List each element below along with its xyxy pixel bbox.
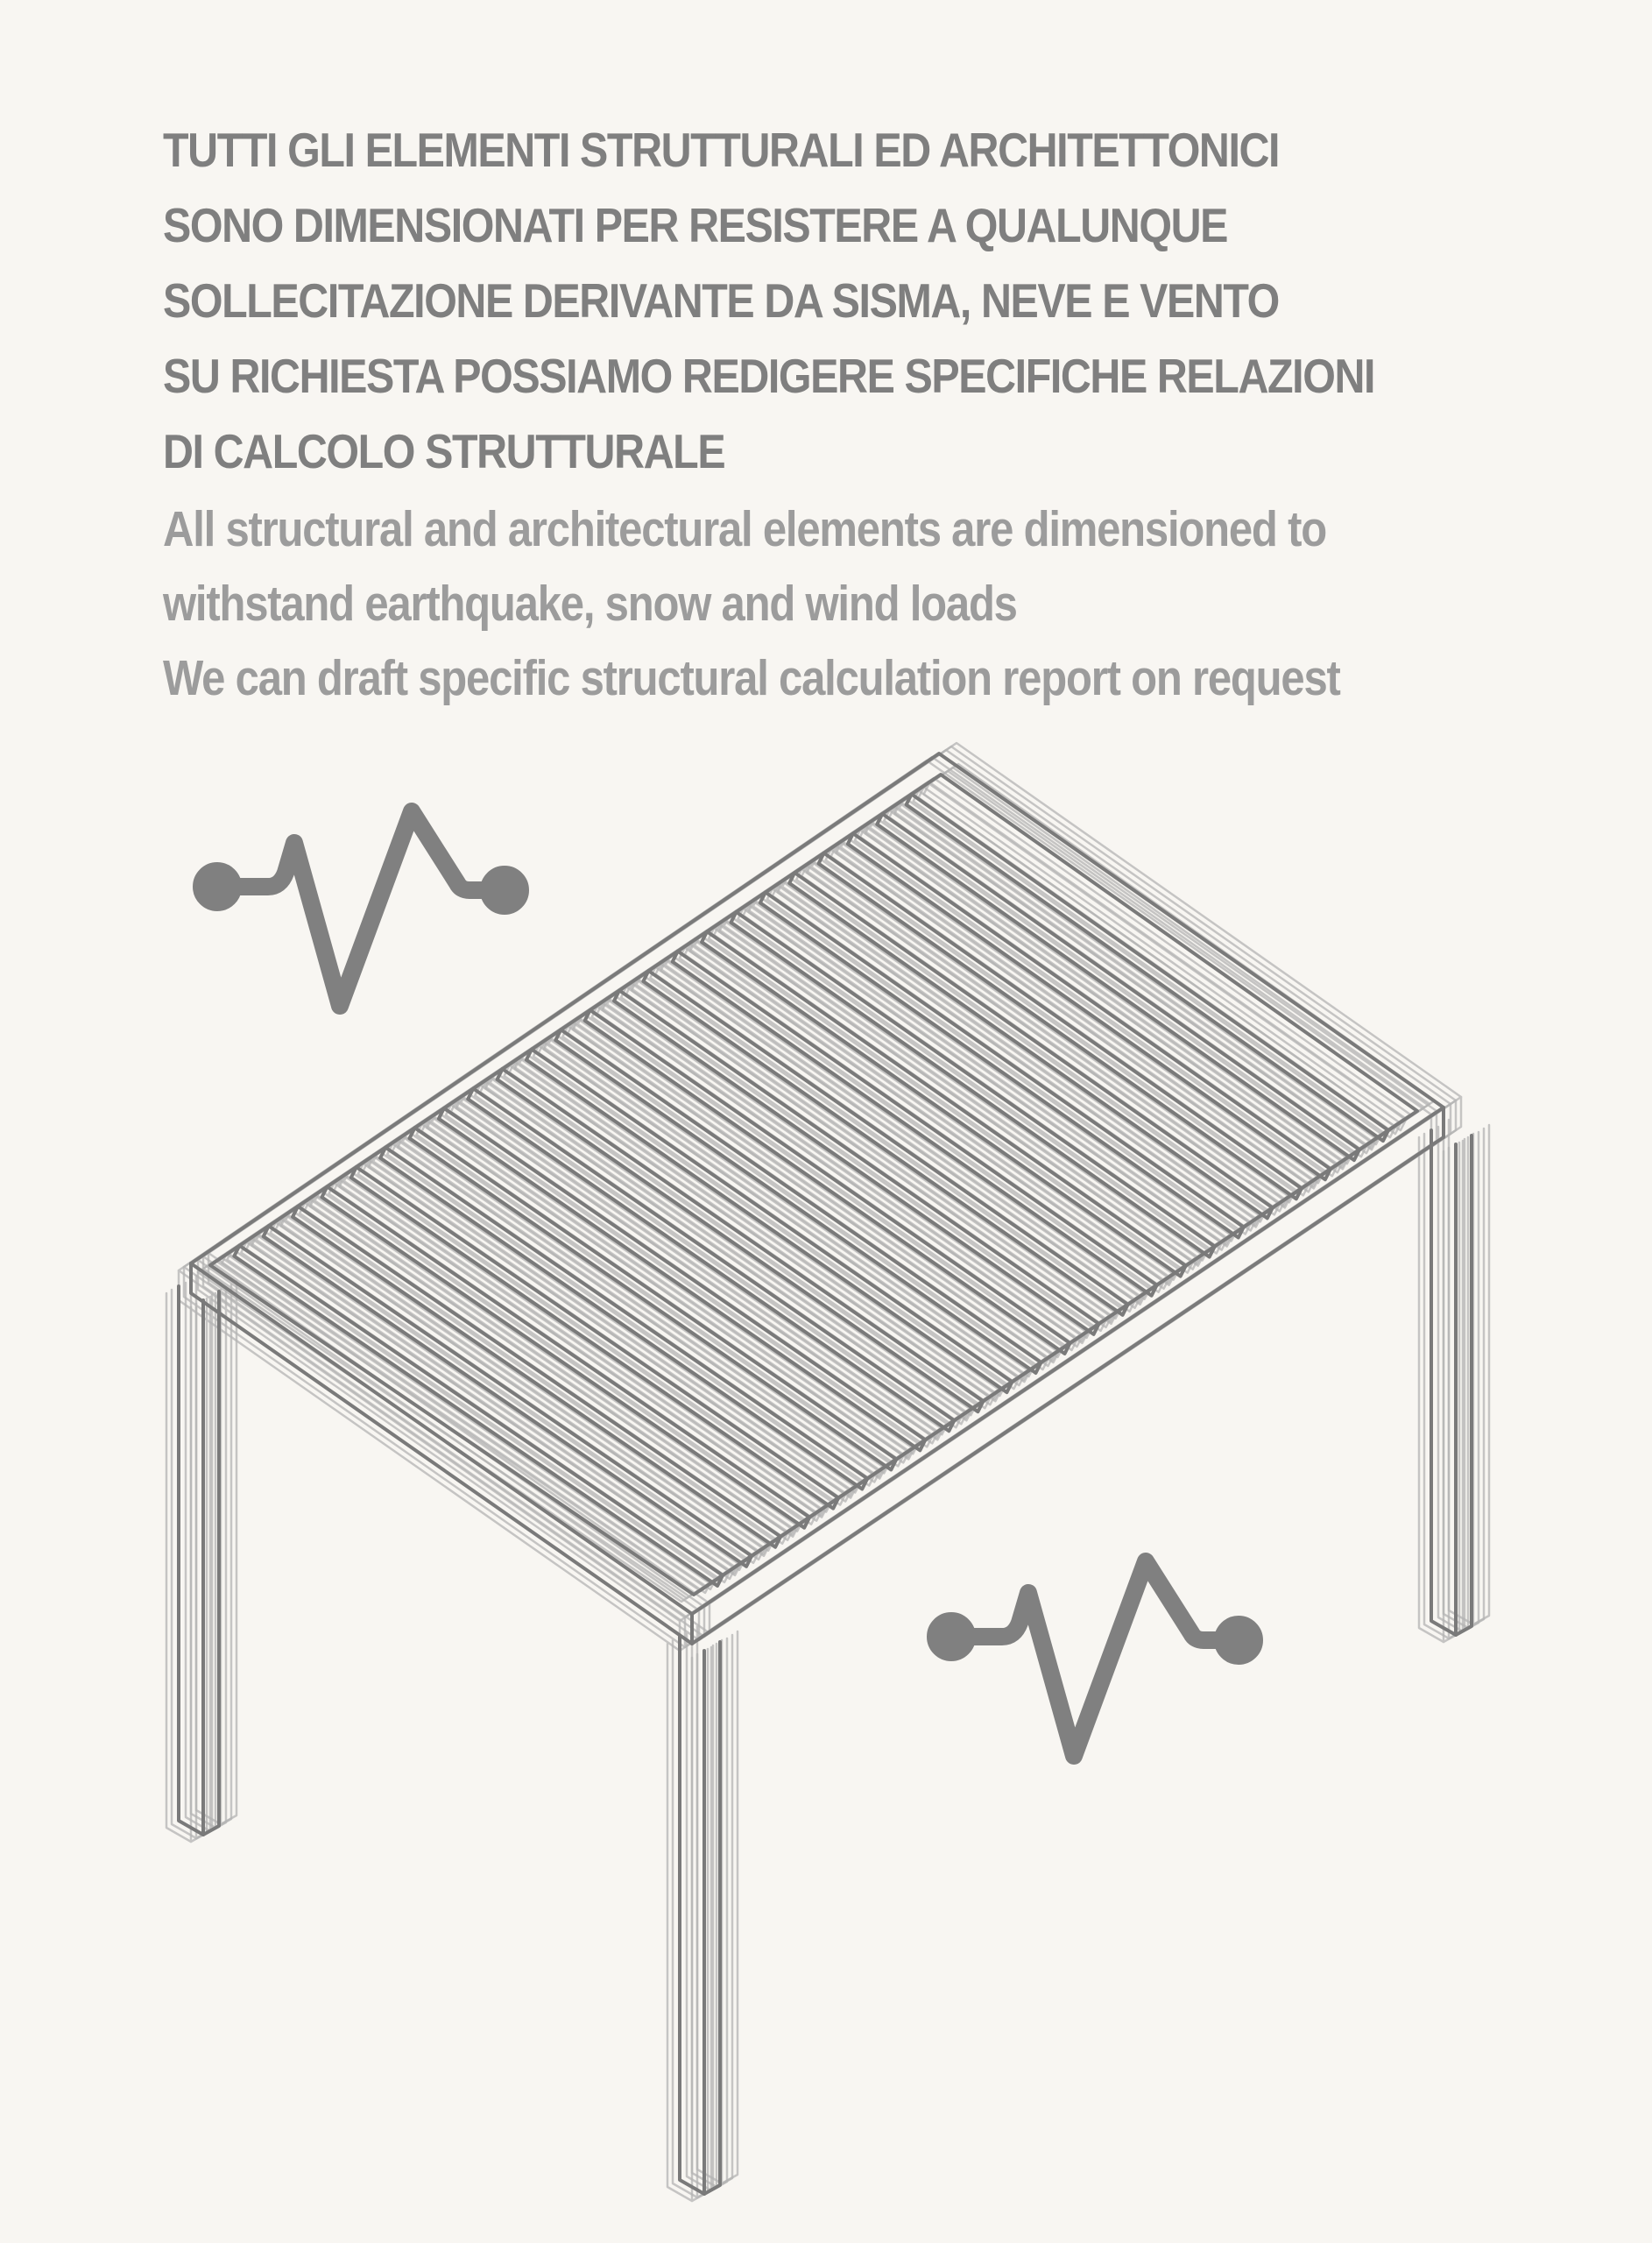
italian-text-line: DI CALCOLO STRUTTURALE: [163, 424, 725, 478]
italian-text-line: TUTTI GLI ELEMENTI STRUTTURALI ED ARCHITETTONICI: [163, 123, 1280, 177]
italian-text-line: SOLLECITAZIONE DERIVANTE DA SISMA, NEVE E VENTO: [163, 273, 1279, 328]
english-text-line: withstand earthquake, snow and wind loads: [163, 576, 1017, 632]
wave-line: [217, 811, 505, 1006]
italian-text-line: SU RICHIESTA POSSIAMO REDIGERE SPECIFICHE RELAZIONI: [163, 349, 1375, 403]
italian-text-line: SONO DIMENSIONATI PER RESISTERE A QUALUNQUE: [163, 198, 1227, 252]
seismic-wave-icon: [201, 811, 520, 1006]
english-text-line: We can draft specific structural calculation report on request: [163, 650, 1340, 706]
seismic-wave-icon: [935, 1561, 1254, 1756]
wave-line: [951, 1561, 1239, 1756]
frame-layer: [172, 757, 1465, 2197]
english-text-line: All structural and architectural elements are dimensioned to: [163, 501, 1326, 557]
